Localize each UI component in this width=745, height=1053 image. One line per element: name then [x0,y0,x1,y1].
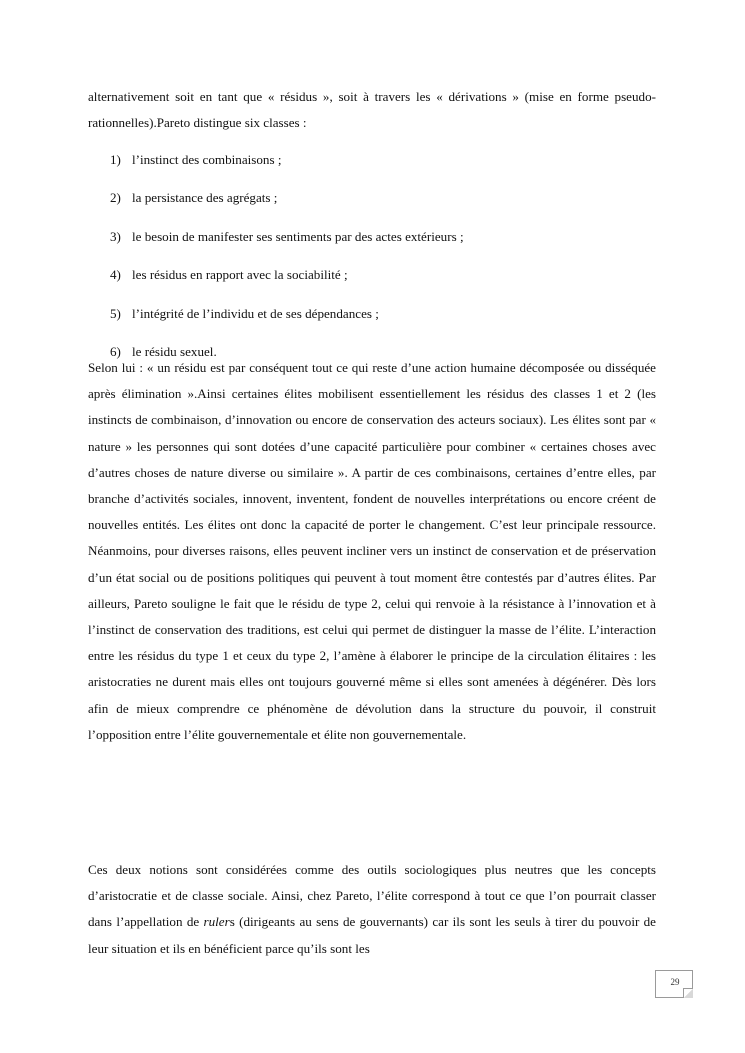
list-item-text: l’intégrité de l’individu et de ses dépendances ; [132,305,379,321]
paragraph-text-start: Ces deux notions sont considérées comme des outils sociologiques plus neutres que les concepts d’aristocratie et de classe sociale. Ainsi, chez Pareto, l’élite correspond à tout ce que l’on pourrait classer dans l’appellation de [88,862,656,930]
list-item-text: les résidus en rapport avec la sociabilité ; [132,267,348,283]
list-item-text: le résidu sexuel. [132,343,217,359]
page-number: 29 [670,977,680,987]
paragraph-intro: alternativement soit en tant que « résidus », soit à travers les « dérivations » (mise en forme pseudo-rationnelles).Pareto distingue six classes : [88,89,656,131]
list-item [110,265,650,303]
paragraph-text-end: s (dirigeants au sens de gouvernants) car ils sont les seuls à tirer du pouvoir de leur situation et ils en bénéficient parce qu’ils sont les [88,914,656,956]
list-item [110,150,650,188]
list-item-number: 1) [110,152,121,167]
list-item-number: 4) [110,267,121,283]
list-item-number: 5) [110,305,121,321]
paragraph-elite-notions [88,857,656,962]
list-item [110,188,650,226]
list-item-number: 2) [110,190,121,206]
list-item [110,227,650,265]
residue-classes-list [110,150,650,380]
list-item-number: 6) [110,343,121,359]
italic-term-rulers: ruler [203,914,230,930]
list-item-text: la persistance des agrégats ; [132,190,278,206]
page-number-box [655,970,693,998]
paragraph-residue-definition: Selon lui : « un résidu est par conséquent tout ce qui reste d’une action humaine décomposée ou disséquée après élimination ».Ainsi certaines élites mobilisent essentiellement les résidus des classes 1 et 2 (les instincts de combinaison, d’innovation ou encore de conservation des acteurs sociaux). Les élites sont par « nature » les personnes qui sont dotées d’une capacité particulière pour combiner « certaines choses avec d’autres choses de nature diverse ou similaire ». A partir de ces combinaisons, certaines d’entre elles, par branche d’activités sociales, innovent, inventent, fondent de nouvelles interprétations ou encore créent de nouvelles entités. Les élites ont donc la capacité de porter le changement. C’est leur principale ressource. Néanmoins, pour diverses raisons, elles peuvent incliner vers un instinct de conservation et de préservation d’un état social ou de positions politiques qui peuvent à tout moment être contestés par d’autres élites. Par ailleurs, Pareto souligne le fait que le résidu de type 2, celui qui renvoie à la résistance à l’innovation et à l’instinct de conservation des traditions, est celui qui permet de distinguer la masse de l’élite. L’interaction entre les résidus du type 1 et ceux du type 2, l’amène à élaborer le principe de la circulation élitaires : les aristocraties ne durent mais elles ont toujours gouverné même si elles sont amenées à dégénérer. Dès lors afin de mieux comprendre ce phénomène de dévolution dans la structure du pouvoir, il construit l’opposition entre l’élite gouvernementale et élite non gouvernementale. [88,360,656,742]
list-item-text: le besoin de manifester ses sentiments par des actes extérieurs ; [132,228,464,244]
list-item-number: 3) [110,228,121,244]
list-item-text: l’instinct des combinaisons ; [132,152,282,167]
list-item [110,304,650,342]
